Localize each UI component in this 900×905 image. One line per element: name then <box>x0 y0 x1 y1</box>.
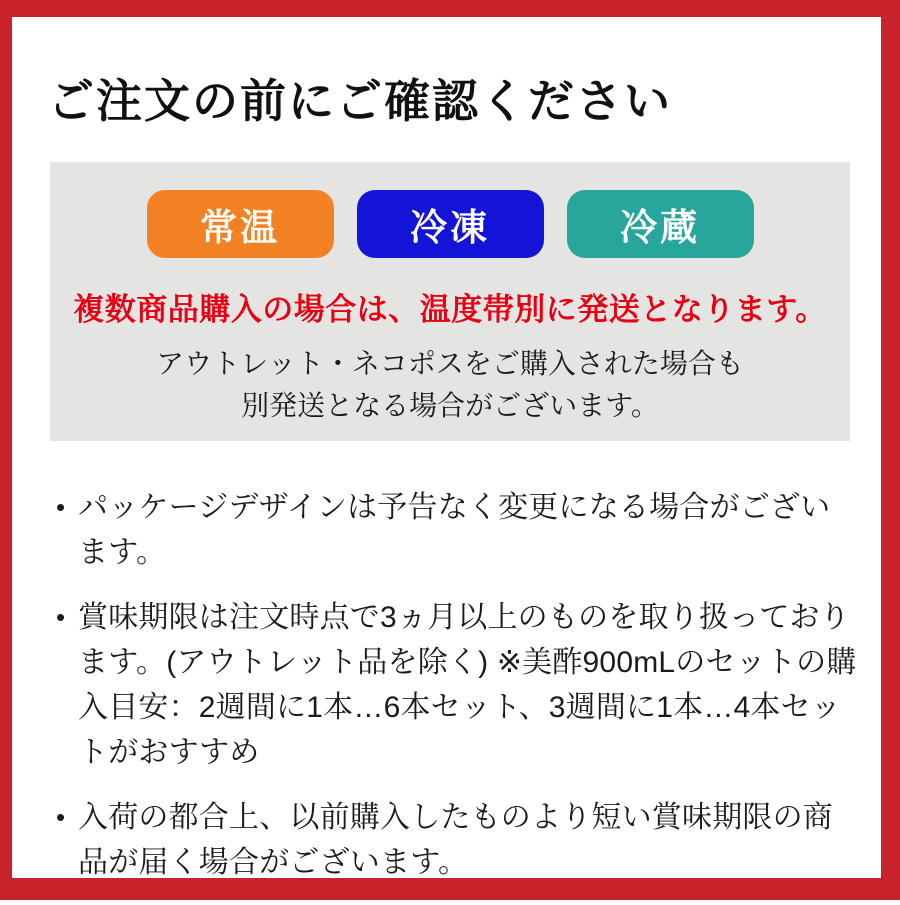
badge-room-temperature: 常温 <box>147 190 334 258</box>
page-title: ご注文の前にご確認ください <box>48 75 672 127</box>
badge-frozen: 冷凍 <box>357 190 544 258</box>
list-item <box>56 795 857 885</box>
bullet-icon: • <box>56 602 66 632</box>
shipping-notice-box <box>50 162 850 441</box>
shipping-note-lines <box>50 343 850 427</box>
shipping-warning-text: 複数商品購入の場合は、温度帯別に発送となります。 <box>73 292 827 327</box>
page-background <box>12 17 881 878</box>
list-item <box>56 485 857 575</box>
list-item-text: パッケージデザインは予告なく変更になる場合がございます。 <box>78 491 831 569</box>
list-item <box>56 595 857 775</box>
shipping-note-line: 別発送となる場合がございます。 <box>241 390 659 421</box>
badge-refrigerated: 冷蔵 <box>567 190 754 258</box>
bullet-icon: • <box>56 802 66 832</box>
notes-list <box>56 485 857 905</box>
temperature-badge-row <box>50 162 850 258</box>
bullet-icon: • <box>56 492 66 522</box>
shipping-note-line: アウトレット・ネコポスをご購入された場合も <box>156 348 744 379</box>
list-item-text: 入荷の都合上、以前購入したものより短い賞味期限の商品が届く場合がございます。 <box>78 801 833 879</box>
list-item-text: 賞味期限は注文時点で3ヵ月以上のものを取り扱っております。(アウトレット品を除く) ※美酢900mLのセットの購入目安：2週間に1本…6本セット、3週間に1本…4本セットがおすすめ <box>78 601 857 769</box>
